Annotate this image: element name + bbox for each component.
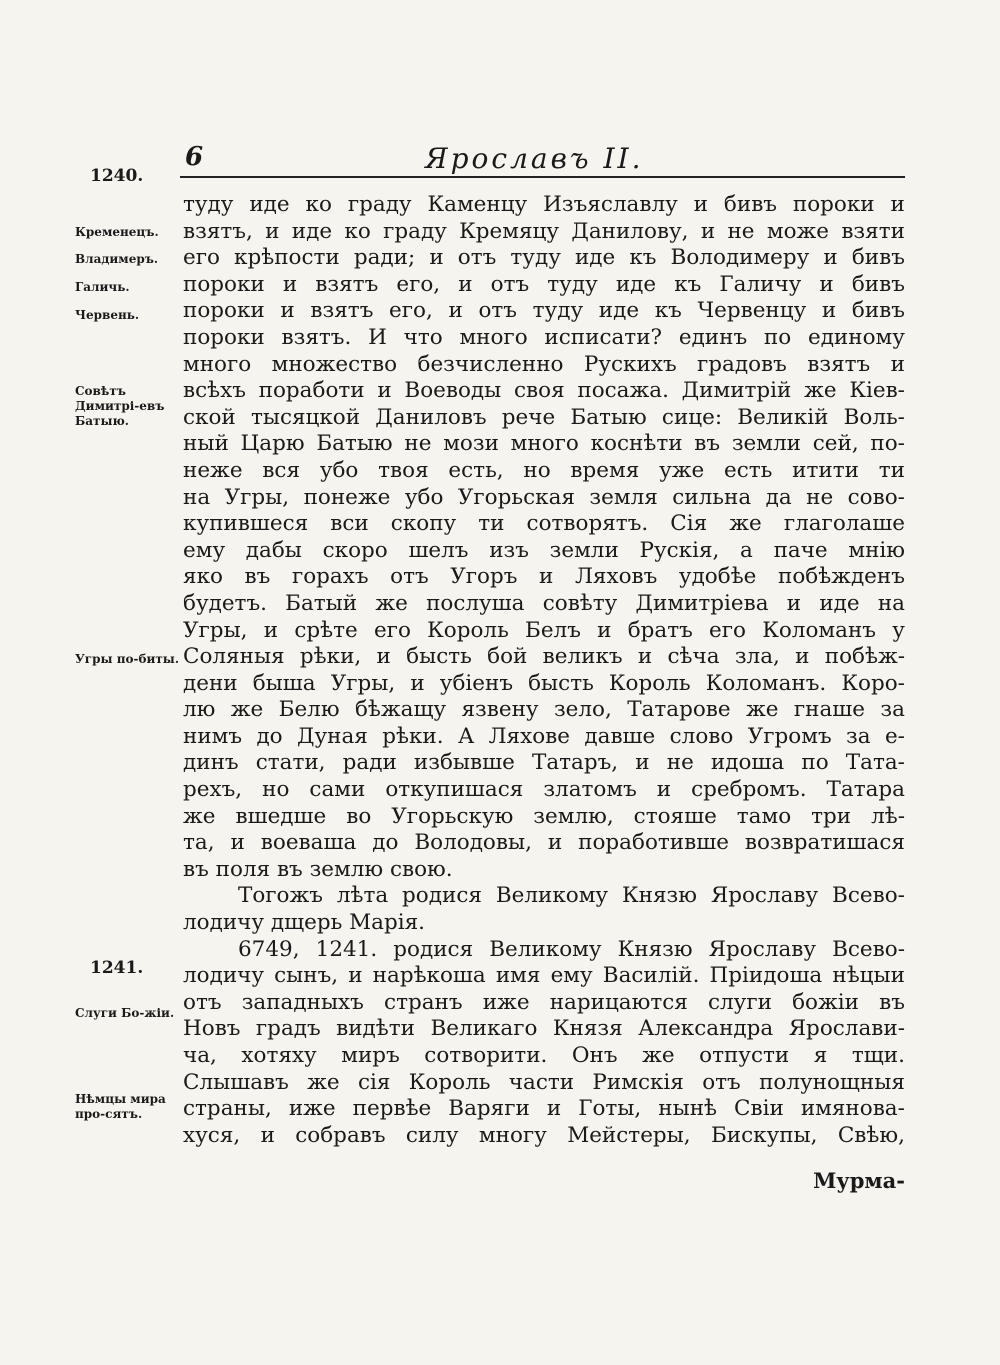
text-line: нимъ до Дуная рѣки. А Ляхове давше слово Угромъ за е-: [183, 723, 905, 749]
text-line: лодичу сынъ, и нарѣкоша имя ему Василій. Пріидоша нѣцыи: [183, 963, 905, 989]
text-line: Угры, и срѣте его Король Белъ и братъ его Коломанъ у: [183, 617, 905, 643]
margin-note: Владимеръ.: [75, 252, 159, 266]
text-line: пороки и взятъ его, и отъ туду иде къ Червенцу и бивъ: [183, 298, 905, 324]
margin-note: Слуги Бо-жіи.: [75, 1006, 175, 1020]
page-number: 6: [185, 142, 204, 172]
catchword: Мурма-: [813, 1168, 905, 1193]
margin-note: Нѣмцы мира про-сятъ.: [75, 1092, 166, 1121]
text-line: купившеся вси скопу ти сотворятъ. Сія же глаголаше: [183, 511, 905, 537]
text-line: туду иде ко граду Каменцу Изъяславлу и бивъ пороки и: [183, 192, 905, 217]
text-line: неже вся убо твоя есть, но время уже есть итити ти: [183, 457, 905, 483]
running-title: Ярославъ II.: [425, 142, 644, 175]
text-line: пороки взятъ. И что много исписати? единъ по единому: [183, 324, 905, 350]
text-line: же вшедше во Угорьскую землю, стояше тамо три лѣ-: [183, 803, 905, 829]
text-line: всѣхъ поработи и Воеводы своя посажа. Димитрій же Кіев-: [183, 378, 905, 404]
margin-note: Угры по-биты.: [75, 652, 180, 666]
page-header: [185, 142, 905, 178]
text-line: его крѣпости ради; и отъ туду иде къ Володимеру и бивъ: [183, 245, 905, 271]
text-line: яко въ горахъ отъ Угоръ и Ляховъ удобѣе побѣжденъ: [183, 564, 905, 590]
text-line: будетъ. Батый же послуша совѣту Димитріева и иде на: [183, 590, 905, 616]
text-line: ской тысяцкой Даниловъ рече Батыю сице: Великій Воль-: [183, 404, 905, 430]
margin-note: Кременецъ.: [75, 225, 159, 239]
margin-year: 1241.: [90, 958, 144, 978]
text-line: Тогожъ лѣта родися Великому Князю Ярославу Всево-: [238, 883, 905, 909]
text-line: на Угры, понеже убо Угорьская земля сильна да не сово-: [183, 484, 905, 510]
text-line: рехъ, но сами откупишася златомъ и сребромъ. Татара: [183, 777, 905, 803]
text-line: много множество безчисленно Рускихъ градовъ взятъ и: [183, 351, 905, 377]
text-line: дени быша Угры, и убіенъ бысть Король Коломанъ. Коро-: [183, 670, 905, 696]
header-rule: [180, 176, 905, 178]
body-text: [183, 192, 905, 1149]
margin-note: Галичь.: [75, 280, 130, 294]
text-line: ный Царю Батыю не мози много коснѣти въ земли сей, по-: [183, 431, 905, 457]
text-line: Соляныя рѣки, и бысть бой великъ и сѣча зла, и побѣж-: [183, 644, 905, 670]
margin-note: Червень.: [75, 308, 140, 322]
text-line: Слышавъ же сія Король части Римскія отъ полунощныя: [183, 1069, 905, 1095]
text-line: взятъ, и иде ко граду Кремяцу Данилову, и не може взяти: [183, 218, 905, 244]
text-line: 6749, 1241. родися Великому Князю Ярославу Всево-: [238, 936, 905, 962]
text-line: пороки и взятъ его, и отъ туду иде къ Галичу и бивъ: [183, 271, 905, 297]
text-line: въ поля въ землю свою.: [183, 856, 453, 882]
text-line: динъ стати, ради избывше Татаръ, и не идоша по Тата-: [183, 750, 905, 776]
text-line: хуся, и собравъ силу многу Мейстеры, Бискупы, Свѣю,: [183, 1122, 905, 1148]
text-line: лодичу дщерь Марія.: [183, 910, 425, 936]
text-line: Новъ градъ видѣти Великаго Князя Александра Ярослави-: [183, 1016, 905, 1042]
text-line: ча, хотяху миръ сотворити. Онъ же отпусти я тщи.: [183, 1043, 905, 1068]
text-line: та, и воеваша до Володовы, и поработивше возвратишася: [183, 830, 905, 856]
text-line: отъ западныхъ странъ иже нарицаются слуги божіи въ: [183, 989, 905, 1015]
text-line: страны, иже первѣе Варяги и Готы, нынѣ Свіи имянова-: [183, 1096, 905, 1122]
text-line: лю же Белю бѣжащу язвену зело, Татарове же гнаше за: [183, 697, 905, 723]
margin-year: 1240.: [90, 166, 144, 186]
text-line: ему дабы скоро шелъ изъ земли Рускія, а паче мнію: [183, 537, 905, 563]
margin-note: Совѣтъ Димитрі-евъ Батыю.: [75, 384, 165, 428]
